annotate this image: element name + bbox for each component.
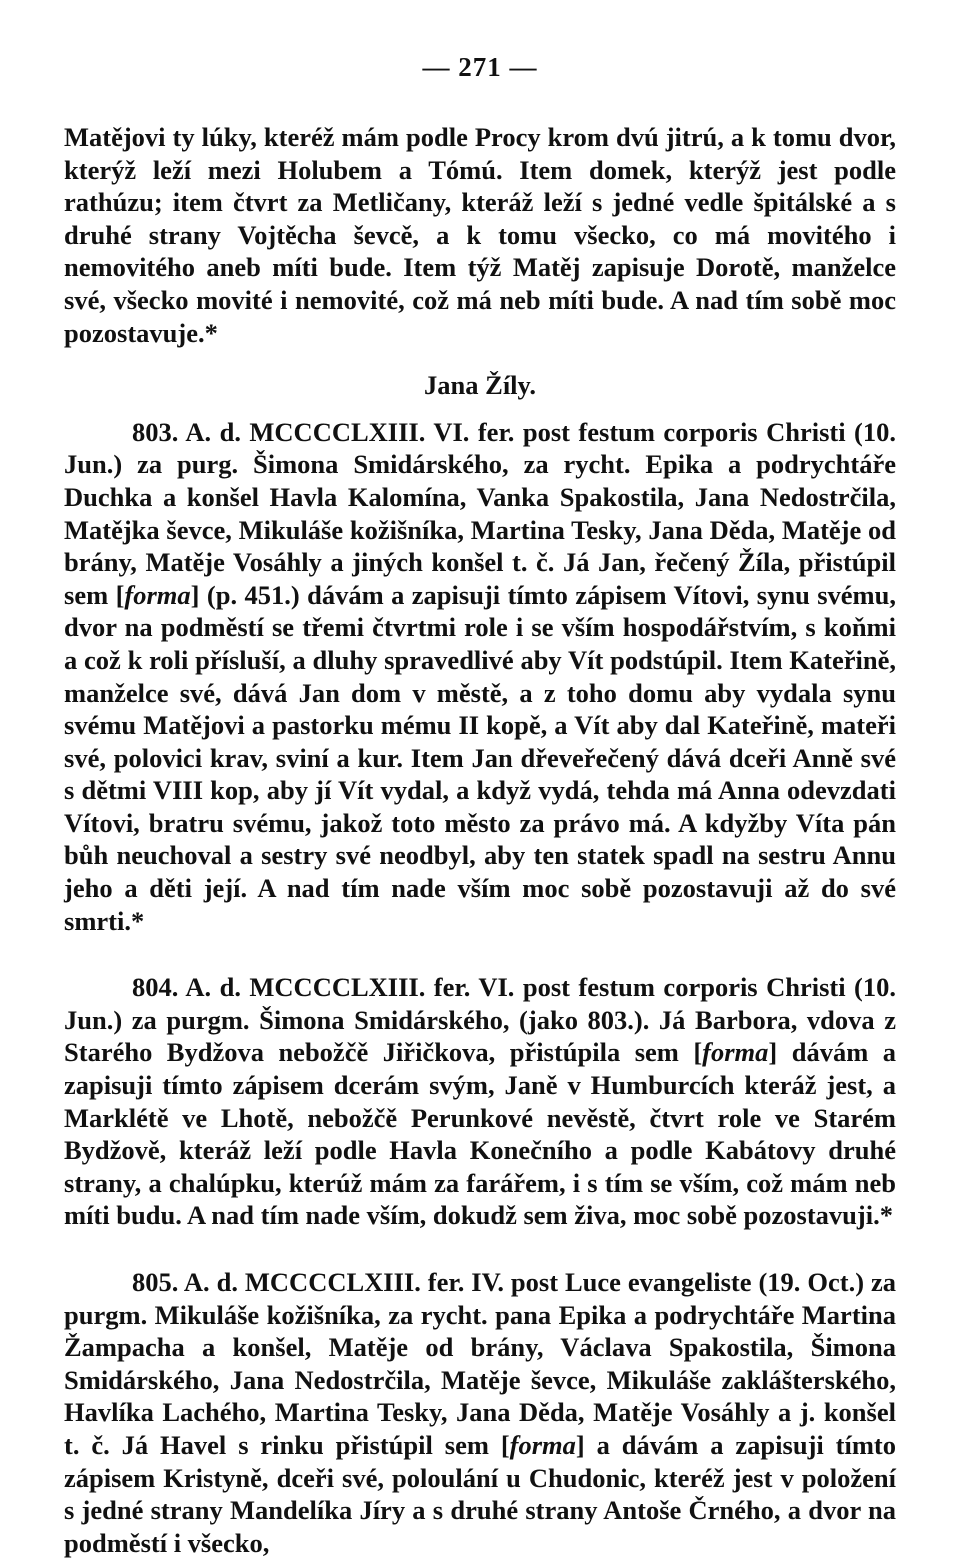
entry-803-text-b: ] (p. 451.) dávám a zapisuji tímto zápisem Vítovi, synu svému, dvor na podměstí se třemi čtvrtmi role i se vším hospodářstvím, s koňmi a což k roli přísluší, a dluhy spravedlivé aby Vít podstúpil. Item Kateřině, manželce své, dává Jan dom v městě, a z toho domu aby vydala synu svému Matějovi a pastorku mému II kopě, a Vít aby dal Kateřině, mateři své, polovici krav, sviní a kur. Item Jan dřeveřečený dává dceři Anně své s dětmi VIII kop, aby jí Vít vydal, a když vydá, tehda má Anna odevzdati Vítovi, bratru svému, jakož toto město za právo má. A kdyžby Víta pán bůh neuchoval a sestry své neodbyl, aby ten statek spadl na sestru Annu jeho a děti její. A nad tím nade vším moc sobě pozostavuji až do své smrti.* [64, 579, 896, 936]
entry-804-forma: forma [702, 1037, 769, 1068]
entry-805-text-b: ] a dávám a zapisuji tímto zápisem Kristyně, dceři své, poloulání u Chudonic, kteréž jest v položení s jedné strany Mandelíka Jíry a s druhé strany Antoše Črného, a dvor na podměstí i všecko, [64, 1429, 897, 1558]
entry-803-text-a: 803. A. d. MCCCCLXIII. VI. fer. post festum corporis Christi (10. Jun.) za purg. Šimona Smidárského, za rycht. Epika a podrychtáře Duchka a konšel Havla Kalomína, Vanka Spakostila, Jana Nedostrčila, Matějka ševce, Mikuláše kožišníka, Martina Tesky, Jana Děda, Matěje od brány, Matěje Vosáhly a jiných konšel t. č. Já Jan, řečený Žíla, přistúpil sem [ [64, 416, 896, 610]
page-number: — 271 — [422, 52, 538, 82]
entry-805 [64, 1266, 896, 1559]
entry-804-text-b: ] dávám a zapisuji tímto zápisem dcerám svým, Janě v Humburcích kteráž jest, a Marklétě ve Lhotě, nebožčě Perunkové nevěstě, čtvrt role ve Starém Bydžově, kteráž leží podle Havla Konečního a podle Kabátovy druhé strany, a chalúpku, kterúž mám za farářem, i s tím se vším, což mám neb míti budu. A nad tím nade vším, dokudž sem živa, moc sobě pozostavuji.* [64, 1037, 897, 1231]
entry-803-forma: forma [124, 579, 191, 610]
entry-803 [64, 416, 896, 938]
entry-805-text-a: 805. A. d. MCCCCLXIII. fer. IV. post Luce evangeliste (19. Oct.) za purgm. Mikuláše kožišníka, za rycht. pana Epika a podrychtáře Martina Žampacha a konšel, Matěje od brány, Václava Spakostila, Šimona Smidárského, Jana Nedostrčila, Matěje ševce, Mikuláše zaklášterského, Havlíka Lachého, Martina Tesky, Jana Děda, Matěje Vosáhly a j. konšel t. č. Já Havel s rinku přistúpil sem [ [64, 1267, 896, 1460]
entry-804-text-a: 804. A. d. MCCCCLXIII. fer. VI. post festum corporis Christi (10. Jun.) za purgm. Šimona Smidárského, (jako 803.). Já Barbora, vdova z Starého Bydžova nebožčě Jiřičkova, přistúpila sem [ [64, 972, 896, 1068]
section-heading: Jana Žíly. [424, 370, 536, 401]
entry-805-forma: forma [509, 1429, 576, 1460]
paragraph-continuation: Matějovi ty lúky, kteréž mám podle Procy krom dvú jitrú, a k tomu dvor, kterýž leží mezi Holubem a Tómú. Item domek, kterýž jest podle rathúzu; item čtvrt za Metličany, kteráž leží s jedné vedle špitálské a s druhé strany Vojtěcha ševcě, a k tomu všecko, co má movitého i nemovitého aneb míti bude. Item týž Matěj zapisuje Dorotě, manželce své, všecko movité i nemovité, což má neb míti bude. A nad tím sobě moc pozostavuje.* [64, 122, 896, 348]
entry-804 [64, 971, 896, 1232]
